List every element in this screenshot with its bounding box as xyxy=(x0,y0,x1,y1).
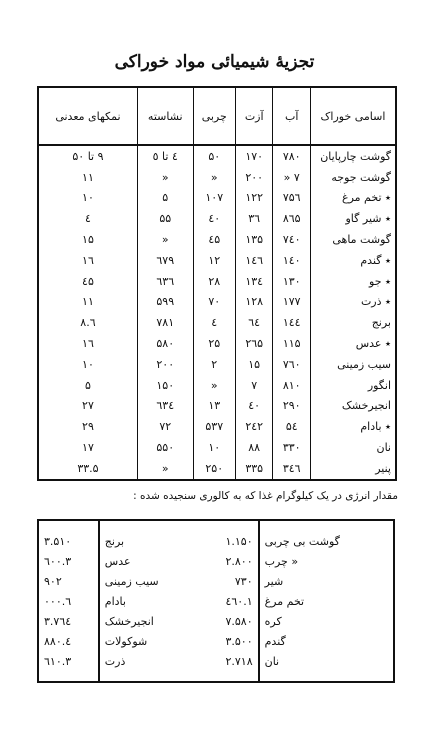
value-cell: ۱۳٤ xyxy=(235,271,273,292)
calorie-cell: ۱.٤٦۰ xyxy=(225,594,253,608)
food-name-cell: ٭ بادام xyxy=(311,416,397,437)
value-cell: ۱۵۰ xyxy=(137,375,193,396)
value-cell: ۷۸۱ xyxy=(137,312,193,333)
value-cell: ۵۸۰ xyxy=(137,333,193,354)
value-cell: ۸۸ xyxy=(235,437,273,458)
calorie-cell: ۳.۷٦٤ xyxy=(44,614,72,628)
table-row xyxy=(38,437,396,458)
value-cell: ۷٤۰ xyxy=(273,229,311,250)
value-cell: ٤ xyxy=(193,312,235,333)
food-name-cell: گوشت چارپایان xyxy=(311,145,397,167)
table-row xyxy=(38,208,396,229)
calorie-cell: ٦.۰۰۰ xyxy=(44,594,72,608)
energy-table xyxy=(37,519,395,683)
table-row xyxy=(38,145,396,167)
value-cell: ۷ « xyxy=(273,167,311,188)
value-cell: ۵۹۹ xyxy=(137,292,193,313)
value-cell: ۵۰ xyxy=(193,145,235,167)
value-cell: ۱۱ xyxy=(82,295,94,309)
table-row xyxy=(38,312,396,333)
value-cell: ۱۳ xyxy=(193,396,235,417)
value-cell: ۷٦۰ xyxy=(273,354,311,375)
table-header-row xyxy=(38,87,396,145)
value-cell: ۳۳۰ xyxy=(273,437,311,458)
table-row xyxy=(38,416,396,437)
value-cell: ۱۷۰ xyxy=(235,145,273,167)
food-name-cell: تخم مرغ xyxy=(259,591,394,611)
food-name-cell: سیب زمینی xyxy=(311,354,397,375)
food-name-cell: سیب زمینی xyxy=(99,571,200,591)
chemical-analysis-table xyxy=(37,86,397,481)
food-name-cell: نان xyxy=(259,651,394,682)
value-cell: ٤۵ xyxy=(82,274,94,288)
value-cell: ۱۰۷ xyxy=(193,188,235,209)
table-row xyxy=(38,611,394,631)
column-header: چربی xyxy=(193,87,235,145)
calorie-cell: ۱.۱۵۰ xyxy=(225,534,253,548)
value-cell: ۵۵ xyxy=(137,208,193,229)
value-cell: ۲۸ xyxy=(193,271,235,292)
value-cell: ۲۰۰ xyxy=(137,354,193,375)
value-cell: ۳۳۵ xyxy=(235,458,273,480)
value-cell: « xyxy=(137,229,193,250)
value-cell: ۱٤٦ xyxy=(235,250,273,271)
table-row xyxy=(38,571,394,591)
table-row xyxy=(38,458,396,480)
table-row xyxy=(38,250,396,271)
food-name-cell: ٭ شیر گاو xyxy=(311,208,397,229)
page-title: تجزیهٔ شیمیائی مواد خوراکی xyxy=(114,52,315,72)
food-name-cell: بادام xyxy=(99,591,200,611)
food-name-cell: برنج xyxy=(99,520,200,551)
food-name-cell: شوکولات xyxy=(99,631,200,651)
food-name-cell: عدس xyxy=(99,551,200,571)
value-cell: ۵۳۷ xyxy=(193,416,235,437)
food-name-cell: « چرب xyxy=(259,551,394,571)
column-header: نشاسته xyxy=(137,87,193,145)
food-name-cell: ذرت xyxy=(99,651,200,682)
value-cell: ۲۵۰ xyxy=(193,458,235,480)
food-name-cell: نان xyxy=(311,437,397,458)
table-row xyxy=(38,271,396,292)
value-cell: ٦۷۹ xyxy=(137,250,193,271)
table-row xyxy=(38,631,394,651)
calorie-cell: ۷.۵۸۰ xyxy=(225,614,253,628)
value-cell: ۵٤ xyxy=(273,416,311,437)
column-header: آزت xyxy=(235,87,273,145)
value-cell: ۱۰ xyxy=(82,357,94,371)
value-cell: ۷ xyxy=(235,375,273,396)
value-cell: ۱۱ xyxy=(82,170,94,184)
value-cell: ۱۲۸ xyxy=(235,292,273,313)
value-cell: ٤ تا ٥ xyxy=(137,145,193,167)
value-cell: ۲۹۰ xyxy=(273,396,311,417)
food-name-cell: پنیر xyxy=(311,458,397,480)
value-cell: ۳٦ xyxy=(235,208,273,229)
calorie-cell: ۳.۵۱۰ xyxy=(44,534,72,548)
value-cell: ۳٤٦ xyxy=(273,458,311,480)
value-cell: ۱٤۰ xyxy=(273,250,311,271)
food-name-cell: انگور xyxy=(311,375,397,396)
value-cell: ۱٤٤ xyxy=(273,312,311,333)
value-cell: ۱۵ xyxy=(235,354,273,375)
food-name-cell: گوشت ماهی xyxy=(311,229,397,250)
value-cell: ۹ تا ۵۰ xyxy=(72,149,104,163)
value-cell: ۱۷ xyxy=(82,441,94,455)
value-cell: ۸٦۵ xyxy=(273,208,311,229)
table-row xyxy=(38,591,394,611)
value-cell: ۱۲ xyxy=(193,250,235,271)
calorie-cell: ۷۳۰ xyxy=(234,574,253,588)
table-row xyxy=(38,396,396,417)
value-cell: ٦٤ xyxy=(235,312,273,333)
value-cell: ۷۰ xyxy=(193,292,235,313)
value-cell: ۱۵ xyxy=(82,233,94,247)
calorie-cell: ۳.٦۱۰ xyxy=(44,654,72,668)
value-cell: ۱۱۵ xyxy=(273,333,311,354)
food-name-cell: ٭ ذرت xyxy=(311,292,397,313)
value-cell: ٤۵ xyxy=(193,229,235,250)
value-cell: ۷۲ xyxy=(137,416,193,437)
value-cell: ٤ xyxy=(84,212,91,226)
energy-note: مقدار انرژی در یک کیلوگرام غذا که به کالوری سنجیده شده : xyxy=(133,490,398,502)
value-cell: ٦.۸ xyxy=(80,316,96,330)
value-cell: ۲٤۲ xyxy=(235,416,273,437)
food-name-cell: شیر xyxy=(259,571,394,591)
table-row xyxy=(38,167,396,188)
column-header: نمکهای معدنی xyxy=(38,87,137,145)
value-cell: ۲۰۰ xyxy=(235,167,273,188)
food-name-cell: گوشت بی چربی xyxy=(259,520,394,551)
table-row xyxy=(38,551,394,571)
table-row xyxy=(38,354,396,375)
value-cell: ۲۵ xyxy=(193,333,235,354)
value-cell: ۱۲۲ xyxy=(235,188,273,209)
value-cell: ۷۵٦ xyxy=(273,188,311,209)
table-row xyxy=(38,229,396,250)
value-cell: ٦۳٤ xyxy=(137,396,193,417)
calorie-cell: ۲.۷۱۸ xyxy=(225,654,253,668)
value-cell: ۲۹ xyxy=(82,420,94,434)
value-cell: ۵۵۰ xyxy=(137,437,193,458)
value-cell: « xyxy=(193,375,235,396)
value-cell: ۲۷ xyxy=(82,399,94,413)
value-cell: ۲ xyxy=(193,354,235,375)
food-name-cell: گندم xyxy=(259,631,394,651)
value-cell: ۵ xyxy=(84,378,91,392)
value-cell: « xyxy=(137,458,193,480)
column-header: اسامی خوراک xyxy=(311,87,397,145)
food-name-cell: ٭ گندم xyxy=(311,250,397,271)
value-cell: ۱٦ xyxy=(82,337,94,351)
food-name-cell: انجیرخشک xyxy=(311,396,397,417)
value-cell: ٤۰ xyxy=(193,208,235,229)
value-cell: ۲٦۵ xyxy=(235,333,273,354)
table-row xyxy=(38,520,394,551)
food-name-cell: گوشت جوجه xyxy=(311,167,397,188)
calorie-cell: ۹۰۲ xyxy=(44,574,62,588)
value-cell: ۳۳.۵ xyxy=(77,461,99,475)
calorie-cell: ۲.۸۰۰ xyxy=(225,554,253,568)
table-row xyxy=(38,375,396,396)
calorie-cell: ٤.۸۸۰ xyxy=(44,634,72,648)
value-cell: ۱۰ xyxy=(193,437,235,458)
food-name-cell: کره xyxy=(259,611,394,631)
value-cell: ۸۱۰ xyxy=(273,375,311,396)
food-name-cell: ٭ جو xyxy=(311,271,397,292)
value-cell: « xyxy=(193,167,235,188)
value-cell: ۷۸۰ xyxy=(273,145,311,167)
food-name-cell: برنج xyxy=(311,312,397,333)
value-cell: ٤۰ xyxy=(235,396,273,417)
table-row xyxy=(38,651,394,682)
food-name-cell: انجیرخشک xyxy=(99,611,200,631)
column-header: آب xyxy=(273,87,311,145)
value-cell: ۱۳۵ xyxy=(235,229,273,250)
calorie-cell: ۳.۵۰۰ xyxy=(225,634,253,648)
value-cell: « xyxy=(137,167,193,188)
value-cell: ۱۳۰ xyxy=(273,271,311,292)
value-cell: ۱۷۷ xyxy=(273,292,311,313)
food-name-cell: ٭ تخم مرغ xyxy=(311,188,397,209)
value-cell: ٦۳٦ xyxy=(137,271,193,292)
table-row xyxy=(38,292,396,313)
table-row xyxy=(38,333,396,354)
calorie-cell: ۳.٦۰۰ xyxy=(44,554,72,568)
table-row xyxy=(38,188,396,209)
value-cell: ۱٦ xyxy=(82,253,94,267)
value-cell: ۵ xyxy=(137,188,193,209)
food-name-cell: ٭ عدس xyxy=(311,333,397,354)
value-cell: ۱۰ xyxy=(82,191,94,205)
